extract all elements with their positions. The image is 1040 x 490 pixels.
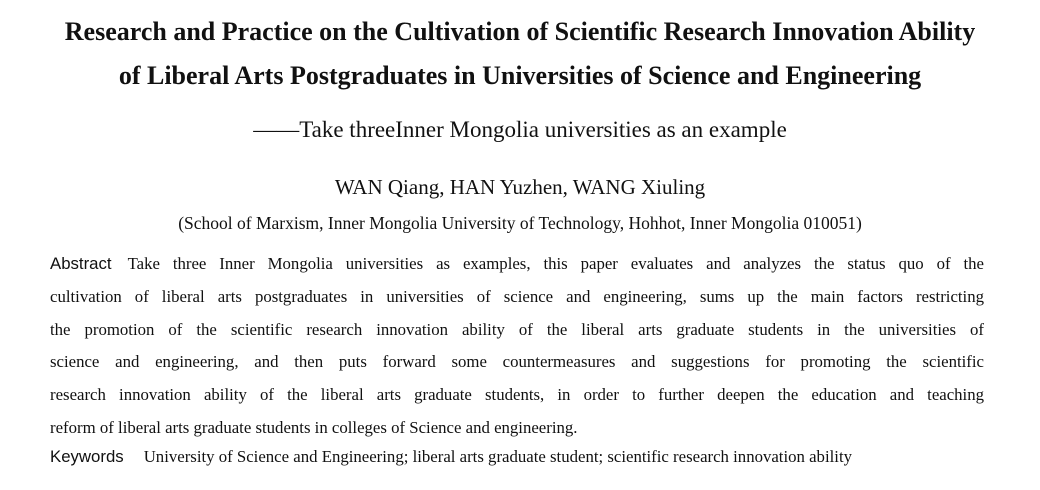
author-list: WAN Qiang, HAN Yuzhen, WANG Xiuling xyxy=(334,175,706,199)
keywords-text: University of Science and Engineering; liberal arts graduate student; scientific research innovation ability xyxy=(143,447,852,466)
abstract-line: the promotion of the scientific research innovation ability of the liberal arts graduate students in the universities of xyxy=(50,319,984,339)
abstract-line xyxy=(50,248,984,281)
abstract-line: reform of liberal arts graduate students in colleges of Science and engineering. xyxy=(50,417,578,437)
abstract-line: research innovation ability of the liberal arts graduate students, in order to further deepen the education and teaching xyxy=(50,385,984,405)
paper-title-line-2: of Liberal Arts Postgraduates in Universities of Science and Engineering xyxy=(118,61,922,90)
abstract-text: Take three Inner Mongolia universities as examples, this paper evaluates and analyzes the status quo of the xyxy=(127,254,984,273)
author-affiliation: (School of Marxism, Inner Mongolia University of Technology, Hohhot, Inner Mongolia 010051) xyxy=(178,213,862,233)
paper-subtitle: ——Take threeInner Mongolia universities as an example xyxy=(253,117,787,142)
paper-title-line-1: Research and Practice on the Cultivation of Scientific Research Innovation Ability xyxy=(64,17,976,46)
keywords-label: Keywords xyxy=(50,447,124,466)
abstract-line: cultivation of liberal arts postgraduates in universities of science and engineering, sums up the main factors restricting xyxy=(50,286,984,306)
abstract-label: Abstract xyxy=(50,254,112,273)
abstract-section xyxy=(50,248,984,445)
keywords-section xyxy=(50,444,984,470)
abstract-line: science and engineering, and then puts forward some countermeasures and suggestions for promoting the scientific xyxy=(50,352,984,372)
